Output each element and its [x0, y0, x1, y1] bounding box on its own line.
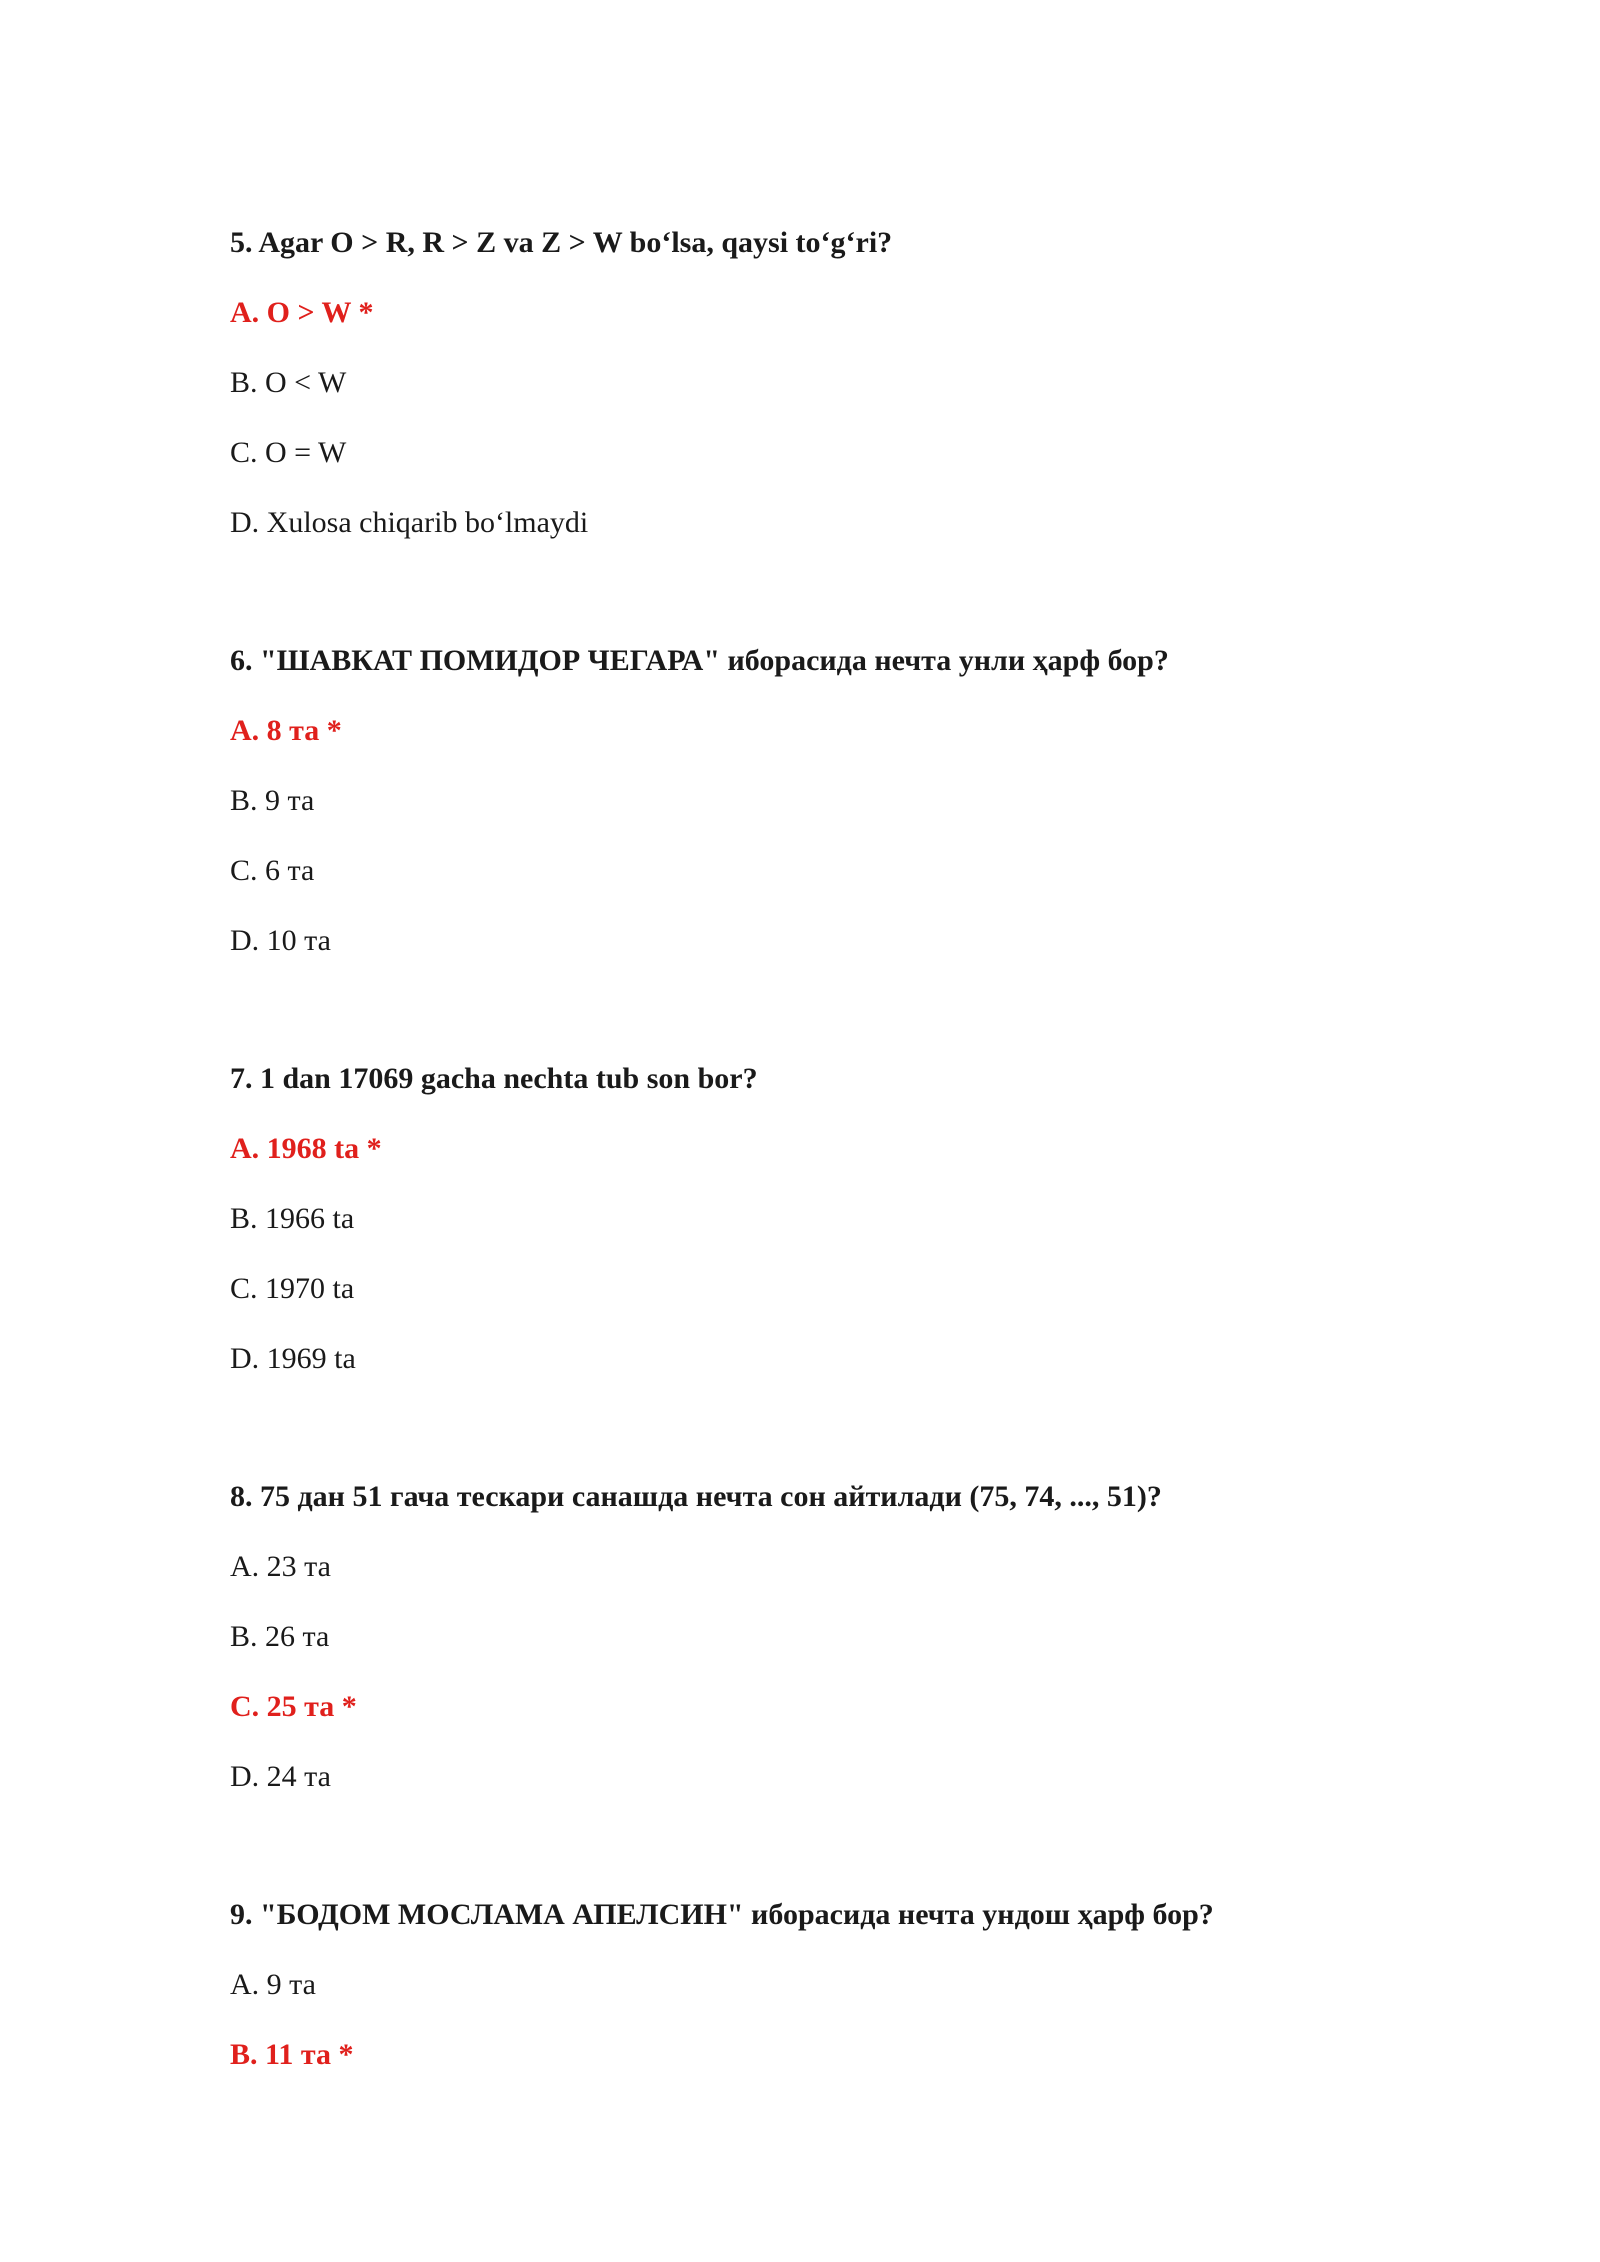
- option-a: A. 8 та *: [230, 714, 342, 747]
- option-d: D. 24 та: [230, 1760, 331, 1793]
- question-9: [230, 1897, 1430, 2073]
- option-a: A. 23 та: [230, 1550, 331, 1583]
- option-b: B. O < W: [230, 366, 347, 399]
- option-d: D. Xulosa chiqarib bo‘lmaydi: [230, 506, 589, 539]
- question-text: 6. "ШАВКАТ ПОМИДОР ЧЕГАРА" иборасида нечта унли ҳарф бор?: [230, 644, 1169, 677]
- options-list: [230, 295, 1430, 541]
- option-a: A. 9 та: [230, 1968, 316, 2001]
- options-list: [230, 1967, 1430, 2073]
- options-list: [230, 1549, 1430, 1795]
- question-5: [230, 225, 1430, 541]
- option-d: D. 10 та: [230, 924, 331, 957]
- question-text: 8. 75 дан 51 гача тескари санашда нечта сон айтилади (75, 74, ..., 51)?: [230, 1480, 1162, 1513]
- option-b: B. 26 та: [230, 1620, 330, 1653]
- question-7: [230, 1061, 1430, 1377]
- question-8: [230, 1479, 1430, 1795]
- option-b: B. 9 та: [230, 784, 315, 817]
- option-a: A. O > W *: [230, 296, 374, 329]
- option-c: C. 1970 ta: [230, 1272, 355, 1305]
- option-c: C. 6 та: [230, 854, 315, 887]
- question-text: 7. 1 dan 17069 gacha nechta tub son bor?: [230, 1062, 758, 1095]
- question-text: 5. Agar O > R, R > Z va Z > W bo‘lsa, qaysi to‘g‘ri?: [230, 226, 893, 259]
- options-list: [230, 1131, 1430, 1377]
- option-b: B. 11 та *: [230, 2038, 354, 2071]
- option-a: A. 1968 ta *: [230, 1132, 382, 1165]
- question-6: [230, 643, 1430, 959]
- option-b: B. 1966 ta: [230, 1202, 355, 1235]
- question-text: 9. "БОДОМ МОСЛАМА АПЕЛСИН" иборасида нечта ундош ҳарф бор?: [230, 1898, 1214, 1931]
- option-c: C. O = W: [230, 436, 347, 469]
- options-list: [230, 713, 1430, 959]
- option-c: C. 25 та *: [230, 1690, 357, 1723]
- option-d: D. 1969 ta: [230, 1342, 356, 1375]
